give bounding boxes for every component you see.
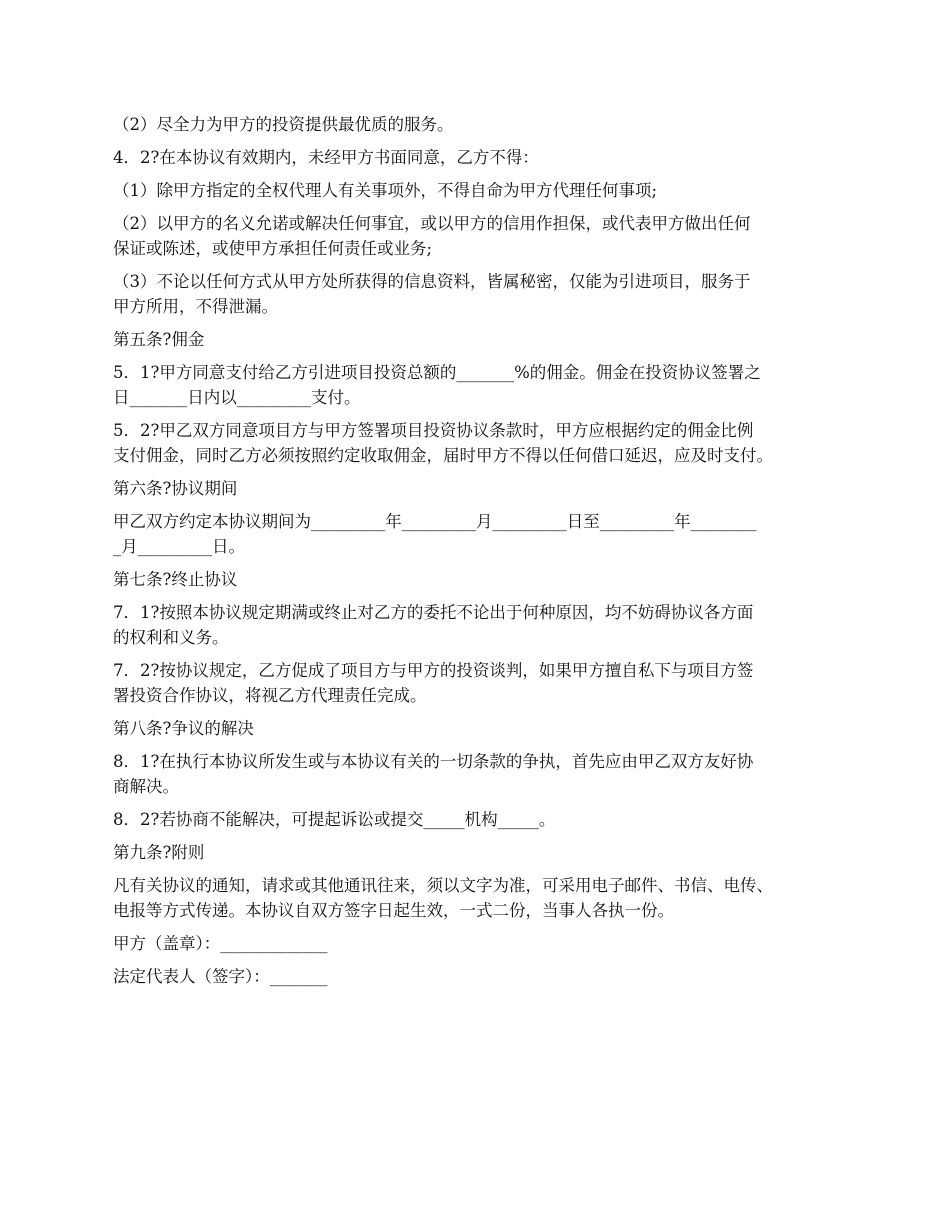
article-6-heading: 第六条?协议期间	[113, 479, 238, 498]
clause-5-2: 5．2?甲乙双方同意项目方与甲方签署项目投资协议条款时，甲方应根据约定的佣金比例 支付佣金，同时乙方必须按照约定收取佣金，届时甲方不得以任何借口延迟，应及时支付。	[113, 421, 773, 465]
clause-4-2: 4．2?在本协议有效期内，未经甲方书面同意，乙方不得：	[113, 148, 539, 167]
clause-5-1: 5．1?甲方同意支付给乙方引进项目投资总额的_______%的佣金。佣金在投资协议签署之 日_______日内以_________支付。	[113, 363, 761, 407]
article-5-heading: 第五条?佣金	[113, 330, 205, 349]
clause-4-2-item-1: （1）除甲方指定的全权代理人有关事项外，不得自命为甲方代理任何事项;	[113, 181, 658, 200]
article-9-heading: 第九条?附则	[113, 843, 205, 862]
clause-8-1: 8．1?在执行本协议所发生或与本协议有关的一切条款的争执，首先应由甲乙双方友好协 商解决。	[113, 752, 754, 796]
clause-4-1-item-2: （2）尽全力为甲方的投资提供最优质的服务。	[113, 115, 454, 134]
legal-rep-signature-line: 法定代表人（签字）：_______	[113, 967, 328, 986]
article-7-heading: 第七条?终止协议	[113, 570, 238, 589]
clause-7-2: 7．2?按协议规定，乙方促成了项目方与甲方的投资谈判，如果甲方擅自私下与项目方签 署投资合作协议，将视乙方代理责任完成。	[113, 661, 754, 705]
article-8-heading: 第八条?争议的解决	[113, 719, 254, 738]
clause-4-2-item-2: （2）以甲方的名义允诺或解决任何事宜，或以甲方的信用作担保，或代表甲方做出任何 保证或陈述，或使甲方承担任何责任或业务;	[113, 214, 751, 258]
document-body	[113, 112, 853, 997]
clause-9-notice: 凡有关协议的通知，请求或其他通讯往来，须以文字为准，可采用电子邮件、书信、电传、 电报等方式传递。本协议自双方签字日起生效，一式二份，当事人各执一份。	[113, 876, 773, 920]
clause-4-2-item-3: （3）不论以任何方式从甲方处所获得的信息资料，皆属秘密，仅能为引进项目，服务于 甲方所用，不得泄漏。	[113, 272, 751, 316]
clause-7-1: 7．1?按照本协议规定期满或终止对乙方的委托不论出于何种原因，均不妨碍协议各方面 的权利和义务。	[113, 603, 754, 647]
clause-6-term: 甲乙双方约定本协议期间为_________年_________月_________日至_________年________ _月_________日。	[113, 512, 757, 556]
clause-8-2: 8．2?若协商不能解决，可提起诉讼或提交_____机构_____。	[113, 810, 556, 829]
party-a-seal-line: 甲方（盖章）：_____________	[113, 934, 328, 953]
